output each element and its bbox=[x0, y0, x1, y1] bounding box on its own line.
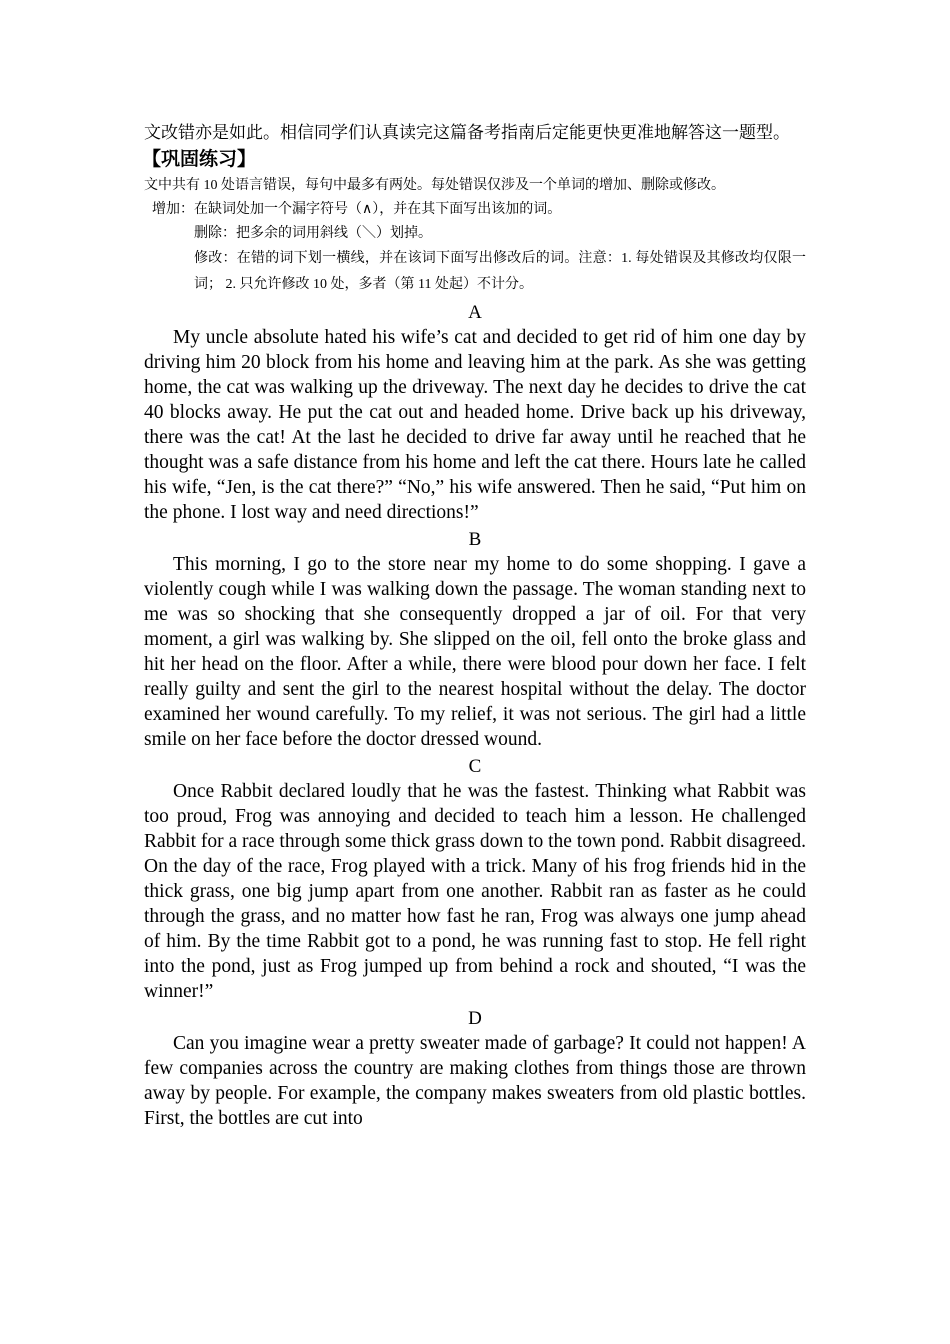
intro-paragraph: 文改错亦是如此。相信同学们认真读完这篇备考指南后定能更快更准地解答这一题型。 bbox=[144, 123, 790, 142]
instruction-delete: 删除：把多余的词用斜线（＼）划掉。 bbox=[194, 226, 432, 241]
passage-letter: B bbox=[468, 529, 482, 550]
practice-heading: 【巩固练习】 bbox=[142, 149, 257, 170]
passage-letter: D bbox=[468, 1008, 482, 1029]
passage-c bbox=[144, 755, 806, 1004]
passage-letter: C bbox=[468, 756, 482, 777]
passage-text: My uncle absolute hated his wife’s cat and decided to get rid of him one day by driving him 20 block from his home and leaving him at the park. As she was getting home, the cat was walking up the driveway. The next day he decides to drive the cat 40 blocks away. He put the cat out and headed home. Drive back up his driveway, there was the cat! At the last he decided to drive far away until he reached that he thought was a safe distance from his home and left the cat there. Hours late he called his wife, “Jen, is the cat there?” “No,” his wife answered. Then he said, “Put him on the phone. I lost way and need directions!” bbox=[144, 327, 806, 523]
instruction-general: 文中共有 10 处语言错误，每句中最多有两处。每处错误仅涉及一个单词的增加、删除或修改。 bbox=[144, 178, 725, 193]
passage-d bbox=[144, 1007, 806, 1131]
instruction-modify: 修改：在错的词下划一横线，并在该词下面写出修改后的词。注意：1. 每处错误及其修改均仅限一词； 2. 只允许修改 10 处，多者（第 11 处起）不计分。 bbox=[194, 251, 806, 292]
instruction-add: 增加：在缺词处加一个漏字符号（∧），并在其下面写出该加的词。 bbox=[152, 202, 562, 217]
passage-letter: A bbox=[468, 302, 482, 323]
passage-text: Can you imagine wear a pretty sweater made of garbage? It could not happen! A few companies across the country are making clothes from things those are thrown away by people. For example, the company makes sweaters from old plastic bottles. First, the bottles are cut into bbox=[144, 1033, 806, 1129]
instructions-block bbox=[144, 174, 806, 298]
passage-a bbox=[144, 301, 806, 525]
passage-text: Once Rabbit declared loudly that he was the fastest. Thinking what Rabbit was too proud, Frog was annoying and decided to teach him a lesson. He challenged Rabbit for a race through some thick grass down to the town pond. Rabbit disagreed. On the day of the race, Frog played with a trick. Many of his frog friends hid in the thick grass, one big jump apart from one another. Rabbit ran as faster as he could through the grass, and no matter how fast he ran, Frog was always one jump ahead of him. By the time Rabbit got to a pond, he was running fast to stop. He fell right into the pond, just as Frog jumped up from behind a rock and shouted, “I was the winner!” bbox=[144, 781, 806, 1002]
passage-text: This morning, I go to the store near my home to do some shopping. I gave a violently cough while I was walking down the passage. The woman standing next to me was so shocking that she consequently dropped a jar of oil. For that very moment, a girl was walking by. She slipped on the oil, fell onto the broke glass and hit her head on the floor. After a while, there were blood pour down her face. I felt really guilty and sent the girl to the nearest hospital without the delay. The doctor examined her wound carefully. To my relief, it was not serious. The girl had a little smile on her face before the doctor dressed wound. bbox=[144, 554, 806, 750]
document-page bbox=[144, 120, 806, 1131]
passage-b bbox=[144, 528, 806, 752]
